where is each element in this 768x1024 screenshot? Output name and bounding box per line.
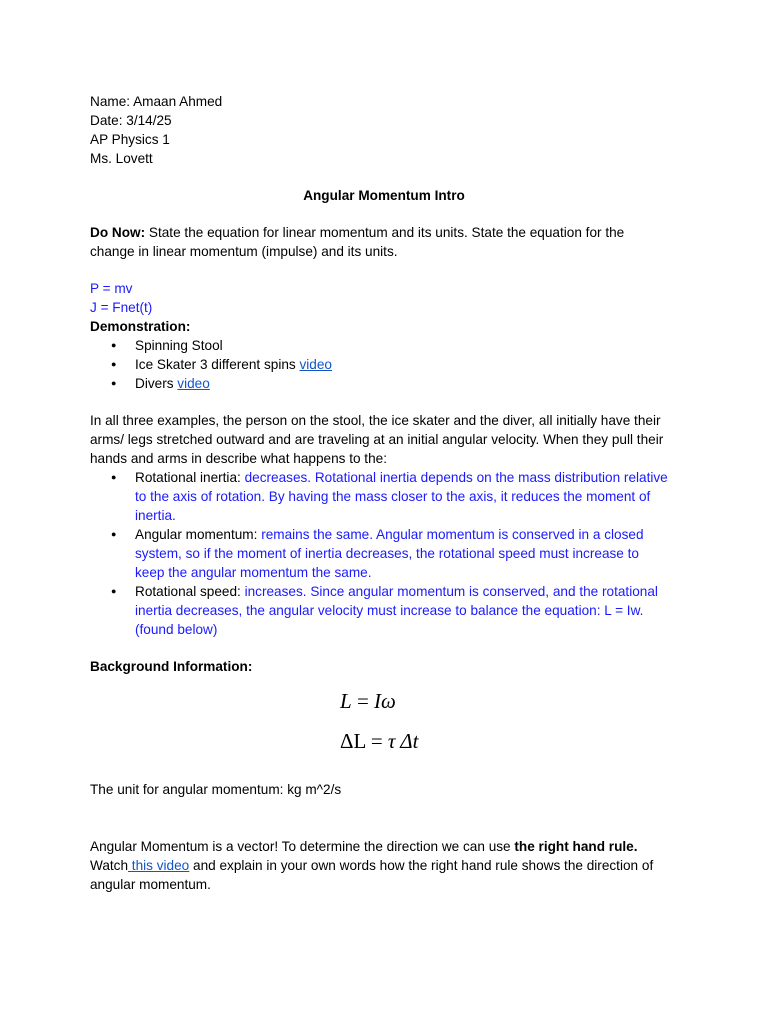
angular-momentum-equation: L = Iω: [340, 689, 396, 713]
date: Date: 3/14/25: [90, 113, 172, 128]
list-item: ● Spinning Stool: [135, 336, 678, 355]
list-item: ● Divers video: [135, 374, 678, 393]
ice-skater-video-link[interactable]: video: [299, 357, 332, 372]
examples-list: [90, 468, 678, 639]
background-heading: Background Information:: [90, 659, 253, 674]
momentum-answer: P = mv: [90, 281, 133, 296]
change-in-angular-momentum-equation: ΔL = τ Δt: [340, 729, 419, 753]
demonstration-list: [90, 336, 678, 393]
angular-momentum-label: Angular momentum:: [135, 527, 262, 542]
do-now-line1: [90, 223, 678, 242]
vector-line2: Watch this video and explain in your own words how the right hand rule shows the direction of: [90, 858, 654, 873]
teacher-name: Ms. Lovett: [90, 151, 153, 166]
do-now-text: State the equation for linear momentum and its units. State the equation for the: [145, 225, 625, 240]
right-hand-rule-video-link[interactable]: this video: [128, 858, 190, 873]
angular-momentum-unit: The unit for angular momentum: kg m^2/s: [90, 782, 342, 797]
list-item: ● Rotational inertia: decreases. Rotational inertia depends on the mass distribution relative to the axis of rotation. By having the mass closer to the axis, it reduces the moment of inertia.: [135, 468, 678, 525]
vector-line1: Angular Momentum is a vector! To determine the direction we can use the right hand rule.: [90, 839, 638, 854]
examples-intro-line2: arms/ legs stretched outward and are traveling at an initial angular velocity. When they pull their: [90, 432, 664, 447]
list-item: ● Rotational speed: increases. Since angular momentum is conserved, and the rotational inertia decreases, the angular velocity must increase to balance the equation: L = Iw. (found below): [135, 582, 678, 639]
examples-intro-line1: In all three examples, the person on the stool, the ice skater and the diver, all initially have their: [90, 413, 661, 428]
page-title: Angular Momentum Intro: [303, 188, 465, 203]
list-item: ● Angular momentum: remains the same. Angular momentum is conserved in a closed system, so if the moment of inertia decreases, the rotational speed must increase to keep the angular momentum the same.: [135, 525, 678, 582]
right-hand-rule-text: the right hand rule.: [514, 839, 638, 854]
divers-video-link[interactable]: video: [177, 376, 210, 391]
list-item: ● Ice Skater 3 different spins video: [135, 355, 678, 374]
course-name: AP Physics 1: [90, 132, 170, 147]
rotational-inertia-label: Rotational inertia:: [135, 470, 245, 485]
vector-line3: angular momentum.: [90, 877, 211, 892]
impulse-answer: J = Fnet(t): [90, 300, 153, 315]
do-now-line2: change in linear momentum (impulse) and its units.: [90, 244, 398, 259]
do-now-label: Do Now:: [90, 225, 146, 240]
rotational-speed-label: Rotational speed:: [135, 584, 245, 599]
student-name: Name: Amaan Ahmed: [90, 94, 223, 109]
examples-intro-line3: hands and arms in describe what happens to the:: [90, 451, 387, 466]
demonstration-heading: Demonstration:: [90, 319, 191, 334]
